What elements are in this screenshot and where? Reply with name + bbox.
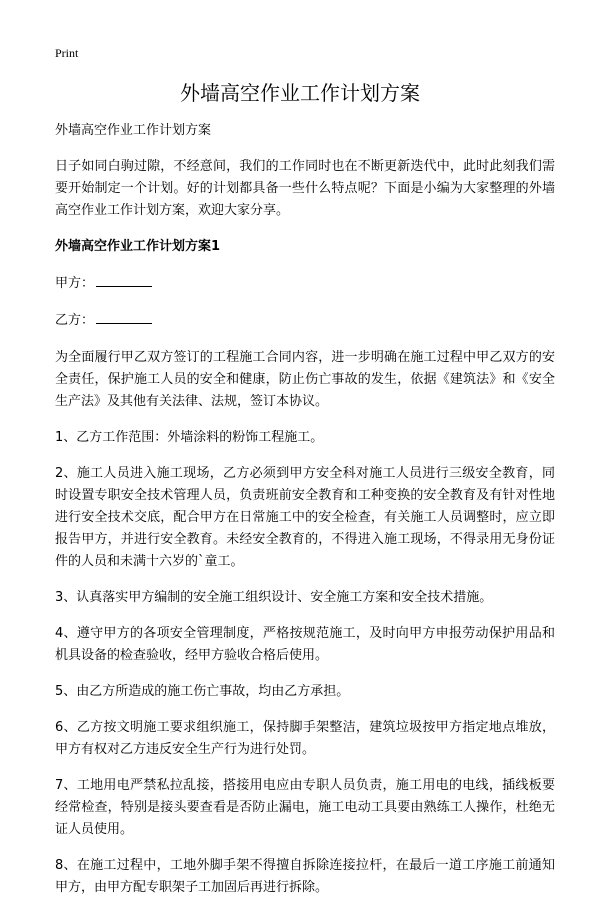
- party-a-line: [55, 273, 555, 295]
- clause-1: 1、乙方工作范围：外墙涂料的粉饰工程施工。: [55, 430, 324, 445]
- clause-7: 7、工地用电严禁私拉乱接，搭接用电应由专职人员负责，施工用电的电线，插线板要经常检查，特别是接头要查看是否防止漏电，施工电动工具要由熟练工人操作，杜绝无证人员使用。: [55, 778, 555, 837]
- print-label: Print: [55, 46, 79, 60]
- preamble-paragraph: 为全面履行甲乙双方签订的工程施工合同内容，进一步明确在施工过程中甲乙双方的安全责任，保护施工人员的安全和健康，防止伤亡事故的发生，依据《建筑法》和《安全生产法》及其他有关法律、法规，签订本协议。: [55, 350, 555, 409]
- party-a-label: 甲方：: [55, 276, 95, 291]
- clause-3: 3、认真落实甲方编制的安全施工组织设计、安全施工方案和安全技术措施。: [55, 590, 493, 605]
- document-subtitle: 外墙高空作业工作计划方案: [55, 123, 212, 138]
- party-b-line: [55, 310, 555, 332]
- clause-2: 2、施工人员进入施工现场，乙方必须到甲方安全科对施工人员进行三级安全教育，同时设置专职安全技术管理人员，负责班前安全教育和工种变换的安全教育及有针对性地进行安全技术交底，配合甲方在日常施工中的安全检查，有关施工人员调整时，应立即报告甲方，并进行安全教育。未经安全教育的，不得进入施工现场，不得录用无身份证件的人员和未满十六岁的`童工。: [55, 466, 555, 569]
- clause-8: 8、在施工过程中，工地外脚手架不得擅自拆除连接拉杆，在最后一道工序施工前通知甲方，由甲方配专职架子工加固后再进行拆除。: [55, 858, 555, 895]
- document-body: [55, 120, 555, 913]
- party-b-blank: [96, 311, 152, 324]
- intro-paragraph: 日子如同白驹过隙，不经意间，我们的工作同时也在不断更新迭代中，此时此刻我们需要开始制定一个计划。好的计划都具备一些什么特点呢？下面是小编为大家整理的外墙高空作业工作计划方案，欢迎大家分享。: [55, 159, 555, 218]
- party-a-blank: [96, 274, 152, 287]
- clause-4: 4、遵守甲方的各项安全管理制度，严格按规范施工，及时向甲方申报劳动保护用品和机具设备的检查验收，经甲方验收合格后使用。: [55, 626, 555, 663]
- clause-5: 5、由乙方所造成的施工伤亡事故，均由乙方承担。: [55, 684, 350, 699]
- clause-6: 6、乙方按文明施工要求组织施工，保持脚手架整洁，建筑垃圾按甲方指定地点堆放，甲方有权对乙方违反安全生产行为进行处罚。: [55, 720, 555, 757]
- document-title: 外墙高空作业工作计划方案: [180, 81, 420, 105]
- section-heading: 外墙高空作业工作计划方案1: [55, 239, 221, 254]
- party-b-label: 乙方：: [55, 313, 95, 328]
